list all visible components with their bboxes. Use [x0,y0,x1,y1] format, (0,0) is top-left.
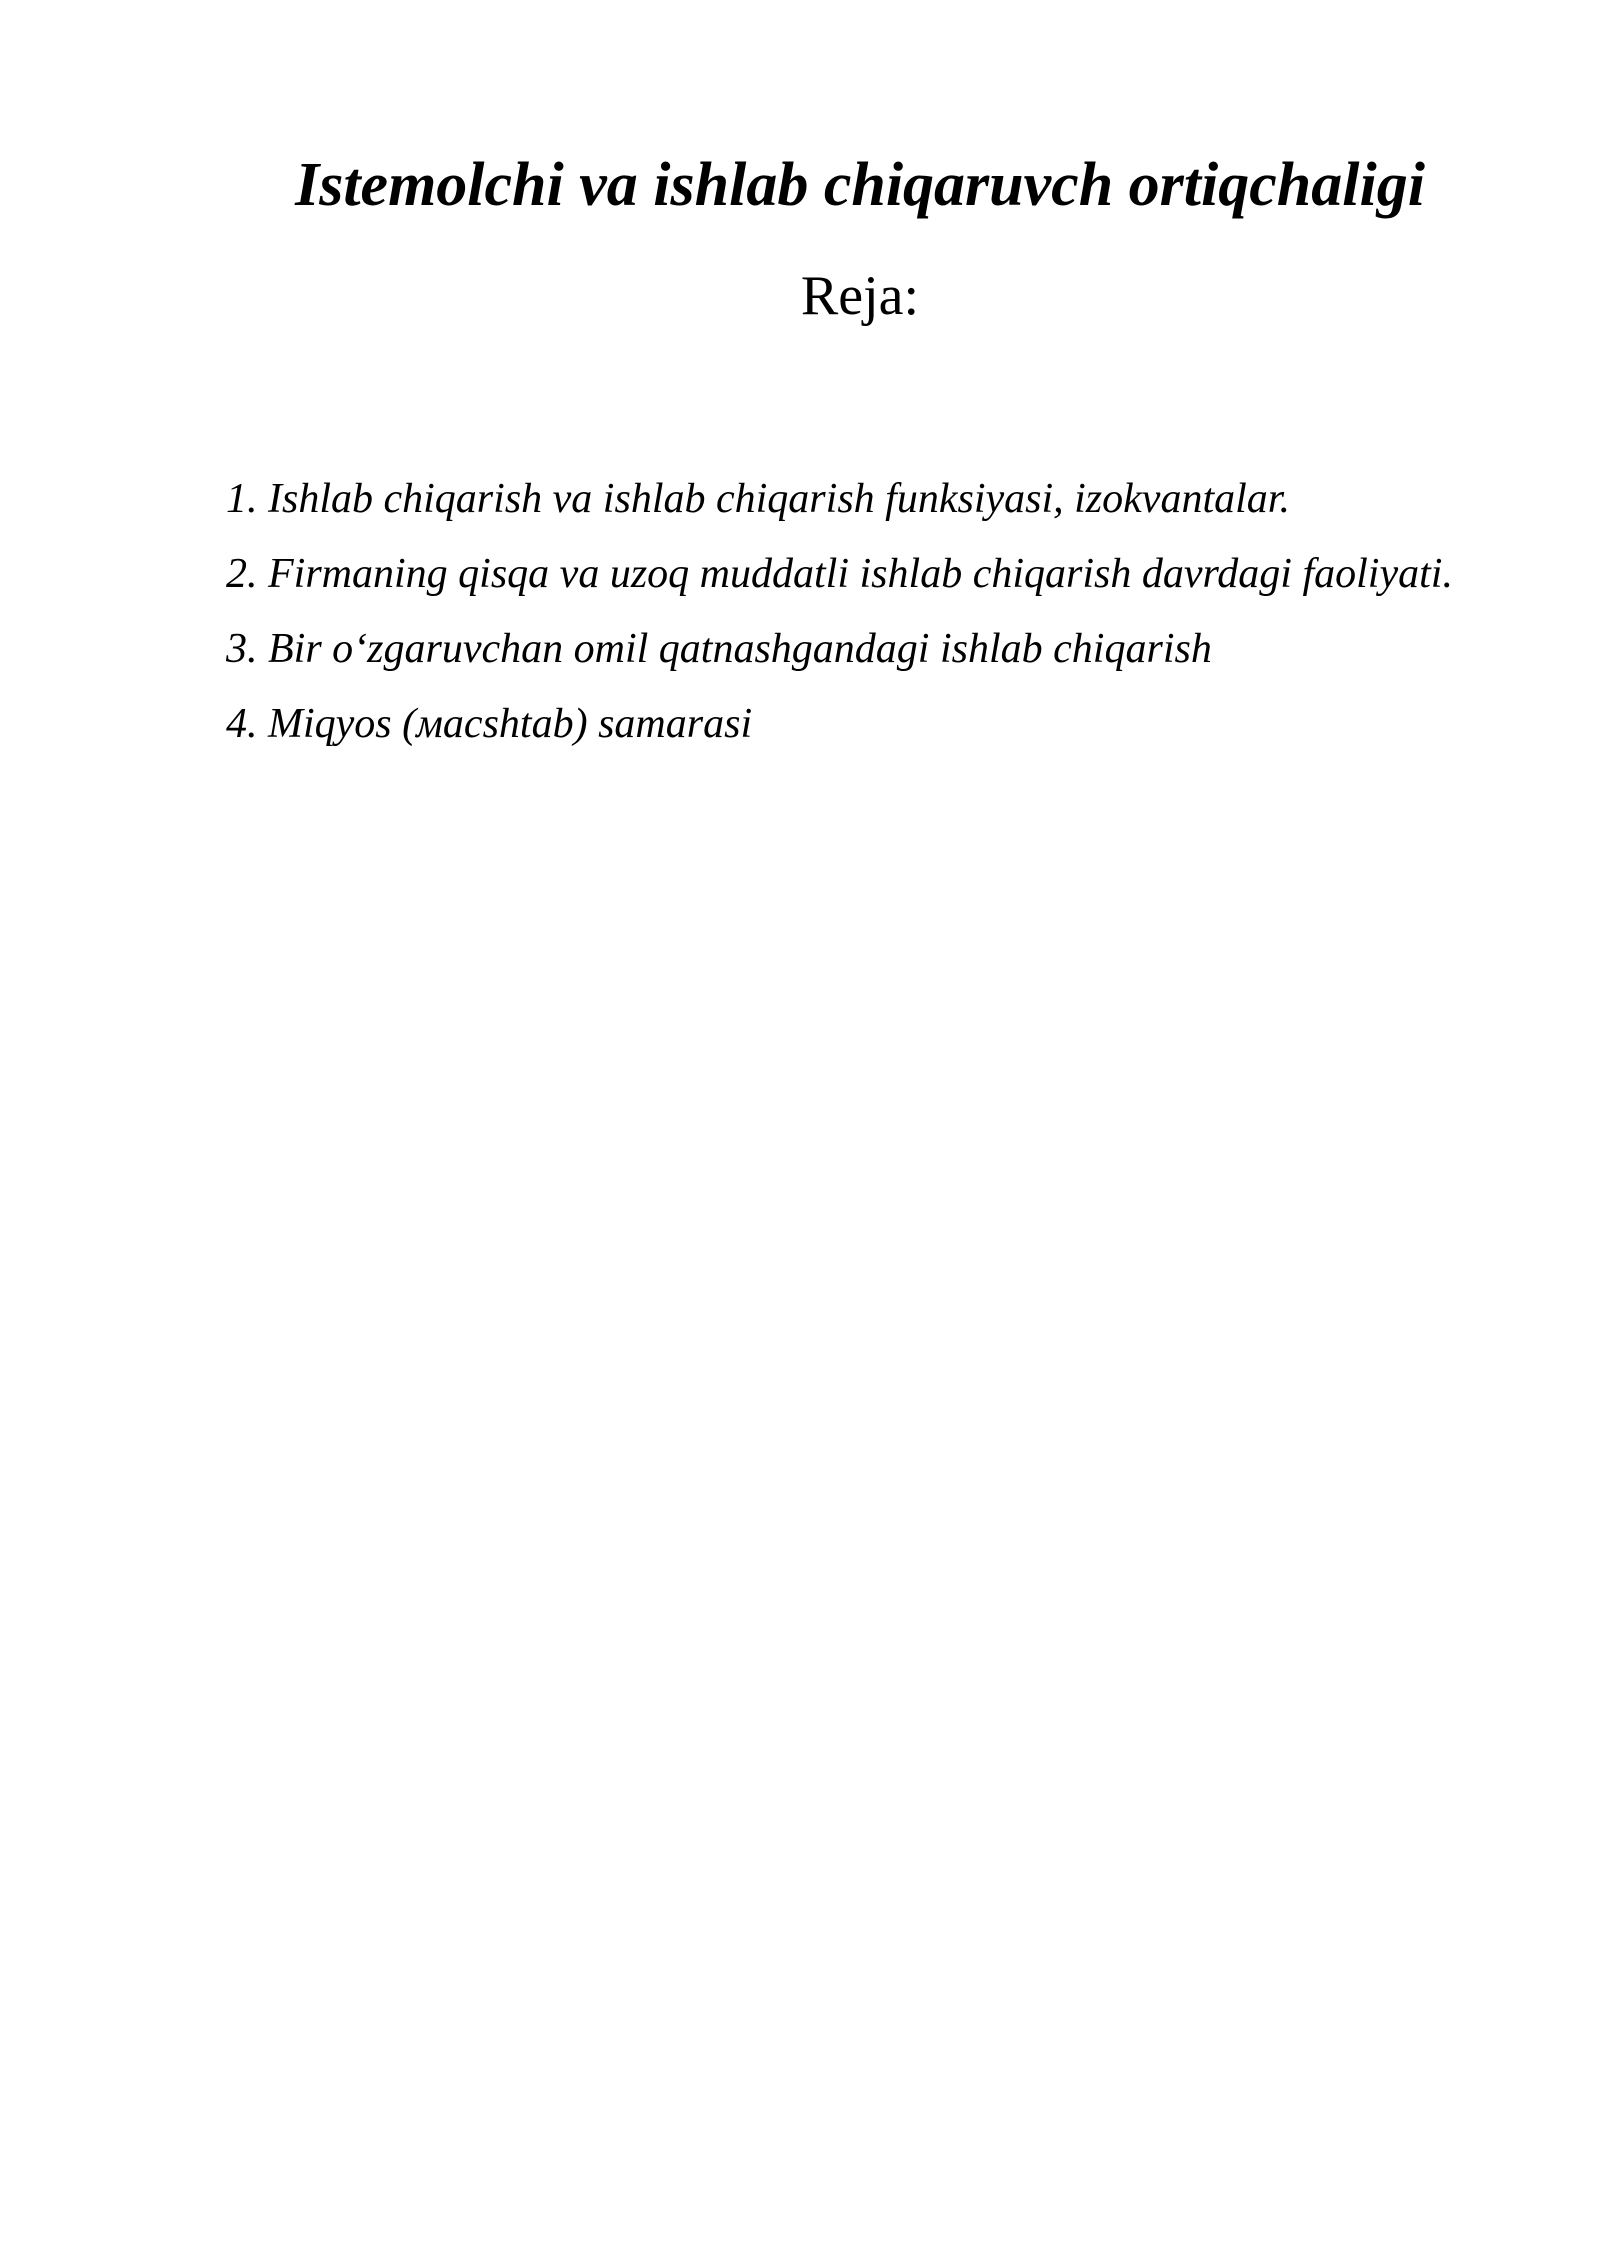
list-item-text: Firmaning qisqa va uzoq muddatli ishlab chiqarish davrdagi faoliyati. [268,551,1453,597]
list-item-number: 1. [226,476,258,522]
list-item-number: 2. [226,551,258,597]
list-item-text: Ishlab chiqarish va ishlab chiqarish funksiyasi, izokvantalar. [268,476,1290,522]
list-item-number: 4. [226,701,258,747]
list-item-number: 3. [226,626,258,672]
plan-list [226,462,1453,762]
list-item [226,537,1453,612]
list-item-text: Miqyos (масshtab) samarasi [268,701,753,747]
document-title: Istemolchi va ishlab chiqaruvch ortiqchaligi [295,151,1425,219]
list-item [226,462,1453,537]
plan-heading: Reja: [800,265,920,327]
list-item [226,687,1453,762]
list-item-text: Bir o‘zgaruvchan omil qatnashgandagi ishlab chiqarish [268,626,1212,672]
list-item [226,612,1453,687]
